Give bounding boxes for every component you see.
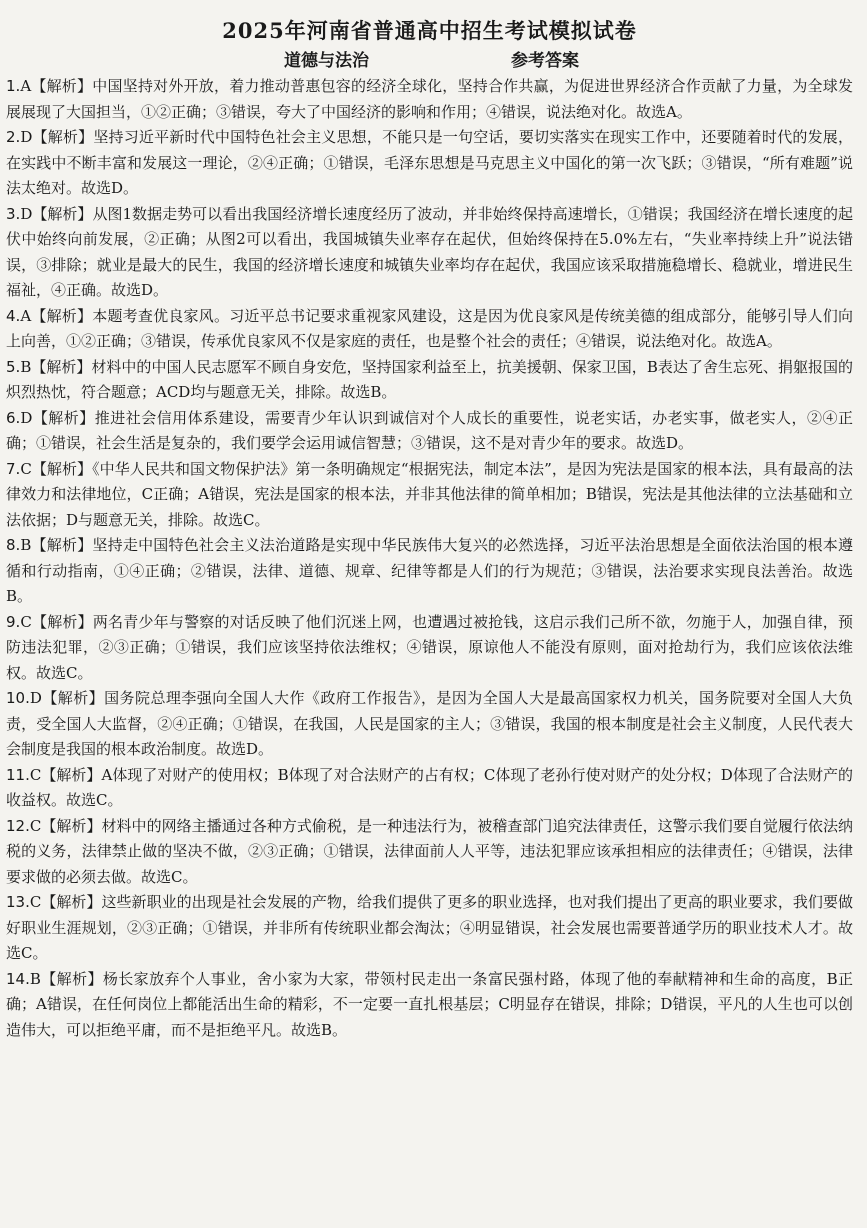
page-title: 2025年河南省普通高中招生考试模拟试卷 [222, 18, 637, 43]
answer-text: C【解析】A体现了对财产的使用权；B体现了对合法财产的占有权；C体现了老孙行使对财产的处分权；D体现了合法财产的收益权。故选C。 [6, 765, 853, 809]
answer-number: 1. [6, 77, 21, 95]
subject-label: 道德与法治 [284, 51, 369, 71]
answer-number: 13. [6, 893, 30, 911]
answer-number: 12. [6, 816, 30, 835]
answer-item [6, 967, 853, 1044]
answer-item [6, 610, 853, 687]
answer-item [6, 686, 853, 763]
answer-number: 4. [6, 306, 21, 325]
answer-number: 6. [6, 408, 21, 427]
answer-text: A【解析】中国坚持对外开放，着力推动普惠包容的经济全球化，坚持合作共赢，为促进世界经济合作贡献了力量，为全球发展展现了大国担当，①②正确；③错误，夸大了中国经济的影响和作用；④错误，说法绝对化。故选A。 [6, 77, 853, 121]
answer-number: 3. [6, 204, 21, 223]
answer-item [6, 406, 853, 457]
answer-number: 7. [6, 459, 21, 478]
answer-text: D【解析】国务院总理李强向全国人大作《政府工作报告》，是因为全国人大是最高国家权力机关，国务院要对全国人大负责，受全国人大监督，②④正确；①错误，在我国，人民是国家的主人；③错误，我国的根本制度是社会主义制度，人民代表大会制度是我国的根本政治制度。故选D。 [6, 689, 853, 758]
answer-text: D【解析】从图1数据走势可以看出我国经济增长速度经历了波动，并非始终保持高速增长，①错误；我国经济在增长速度的起伏中始终向前发展，②正确；从图2可以看出，我国城镇失业率存在起伏，但始终保持在5.0%左右，“失业率持续上升”说法错误，③排除；就业是最大的民生，我国的经济增长速度和城镇失业率均存在起伏，我国应该采取措施稳增长、稳就业，增进民生福祉，④正确。故选D。 [6, 204, 853, 299]
answer-number: 11. [6, 765, 30, 784]
answer-text: B【解析】坚持走中国特色社会主义法治道路是实现中华民族伟大复兴的必然选择，习近平法治思想是全面依法治国的根本遵循和行动指南，①④正确；②错误，法律、道德、规章、纪律等都是人们的行为规范；③错误，法治要求实现良法善治。故选B。 [6, 536, 853, 605]
answer-item [6, 533, 853, 610]
answer-text: C【解析】《中华人民共和国文物保护法》第一条明确规定“根据宪法，制定本法”，是因为宪法是国家的根本法，具有最高的法律效力和法律地位，C正确；A错误，宪法是国家的根本法，并非其他法律的简单相加；B错误，宪法是其他法律的立法基础和立法依据；D与题意无关，排除。故选C。 [6, 459, 853, 529]
answer-text: C【解析】这些新职业的出现是社会发展的产物，给我们提供了更多的职业选择，也对我们提出了更高的职业要求，我们要做好职业生涯规划，②③正确；①错误，并非所有传统职业都会淘汰；④明显错误，社会发展也需要普通学历的职业技术人才。故选C。 [6, 893, 853, 962]
answer-text: D【解析】坚持习近平新时代中国特色社会主义思想，不能只是一句空话，要切实落实在现实工作中，还要随着时代的发展，在实践中不断丰富和发展这一理论，②④正确；①错误，毛泽东思想是马克思主义中国化的第一次飞跃；③错误，“所有难题”说法太绝对。故选D。 [6, 128, 853, 197]
answer-item [6, 202, 853, 304]
answer-item [6, 763, 853, 814]
answer-number: 5. [6, 357, 21, 376]
answer-item [6, 304, 853, 355]
answer-number: 10. [6, 689, 30, 707]
answer-item [6, 125, 853, 202]
subtitle-row [6, 46, 853, 72]
answer-list [6, 74, 853, 1043]
answer-item [6, 74, 853, 125]
answer-text: B【解析】材料中的中国人民志愿军不顾自身安危，坚持国家利益至上，抗美援朝、保家卫国，B表达了舍生忘死、捐躯报国的炽烈热忱，符合题意；ACD均与题意无关，排除。故选B。 [6, 357, 853, 401]
answer-text: B【解析】杨长家放弃个人事业，舍小家为大家，带领村民走出一条富民强村路，体现了他的奉献精神和生命的高度，B正确；A错误，在任何岗位上都能活出生命的精彩，不一定要一直扎根基层；C明显存在错误，排除；D错误，平凡的人生也可以创造伟大，可以拒绝平庸，而不是拒绝平凡。故选B。 [6, 969, 853, 1039]
answer-text: C【解析】两名青少年与警察的对话反映了他们沉迷上网，也遭遇过被抢钱，这启示我们己所不欲，勿施于人，加强自律，预防违法犯罪，②③正确；①错误，我们应该坚持依法维权；④错误，原谅他人不能没有原则，面对抢劫行为，我们应该依法维权。故选C。 [6, 612, 853, 682]
answer-text: A【解析】本题考查优良家风。习近平总书记要求重视家风建设，这是因为优良家风是传统美德的组成部分，能够引导人们向上向善，①②正确；③错误，传承优良家风不仅是家庭的责任，也是整个社会的责任；④错误，说法绝对化。故选A。 [6, 306, 853, 350]
answer-number: 8. [6, 536, 21, 554]
answer-number: 14. [6, 969, 30, 988]
answer-item [6, 457, 853, 534]
answer-item [6, 890, 853, 967]
answer-text: C【解析】材料中的网络主播通过各种方式偷税，是一种违法行为，被稽查部门追究法律责任，这警示我们要自觉履行依法纳税的义务，法律禁止做的坚决不做，②③正确；①错误，法律面前人人平等，违法犯罪应该承担相应的法律责任；④错误，法律要求做的必须去做。故选C。 [6, 816, 853, 886]
answer-item [6, 355, 853, 406]
answer-number: 9. [6, 612, 21, 631]
answer-text: D【解析】推进社会信用体系建设，需要青少年认识到诚信对个人成长的重要性，说老实话，办老实事，做老实人，②④正确；①错误，社会生活是复杂的，我们要学会运用诚信智慧；③错误，这不是对青少年的要求。故选D。 [6, 408, 853, 452]
answer-item [6, 814, 853, 891]
answer-number: 2. [6, 128, 21, 146]
answer-key-label: 参考答案 [511, 51, 579, 71]
